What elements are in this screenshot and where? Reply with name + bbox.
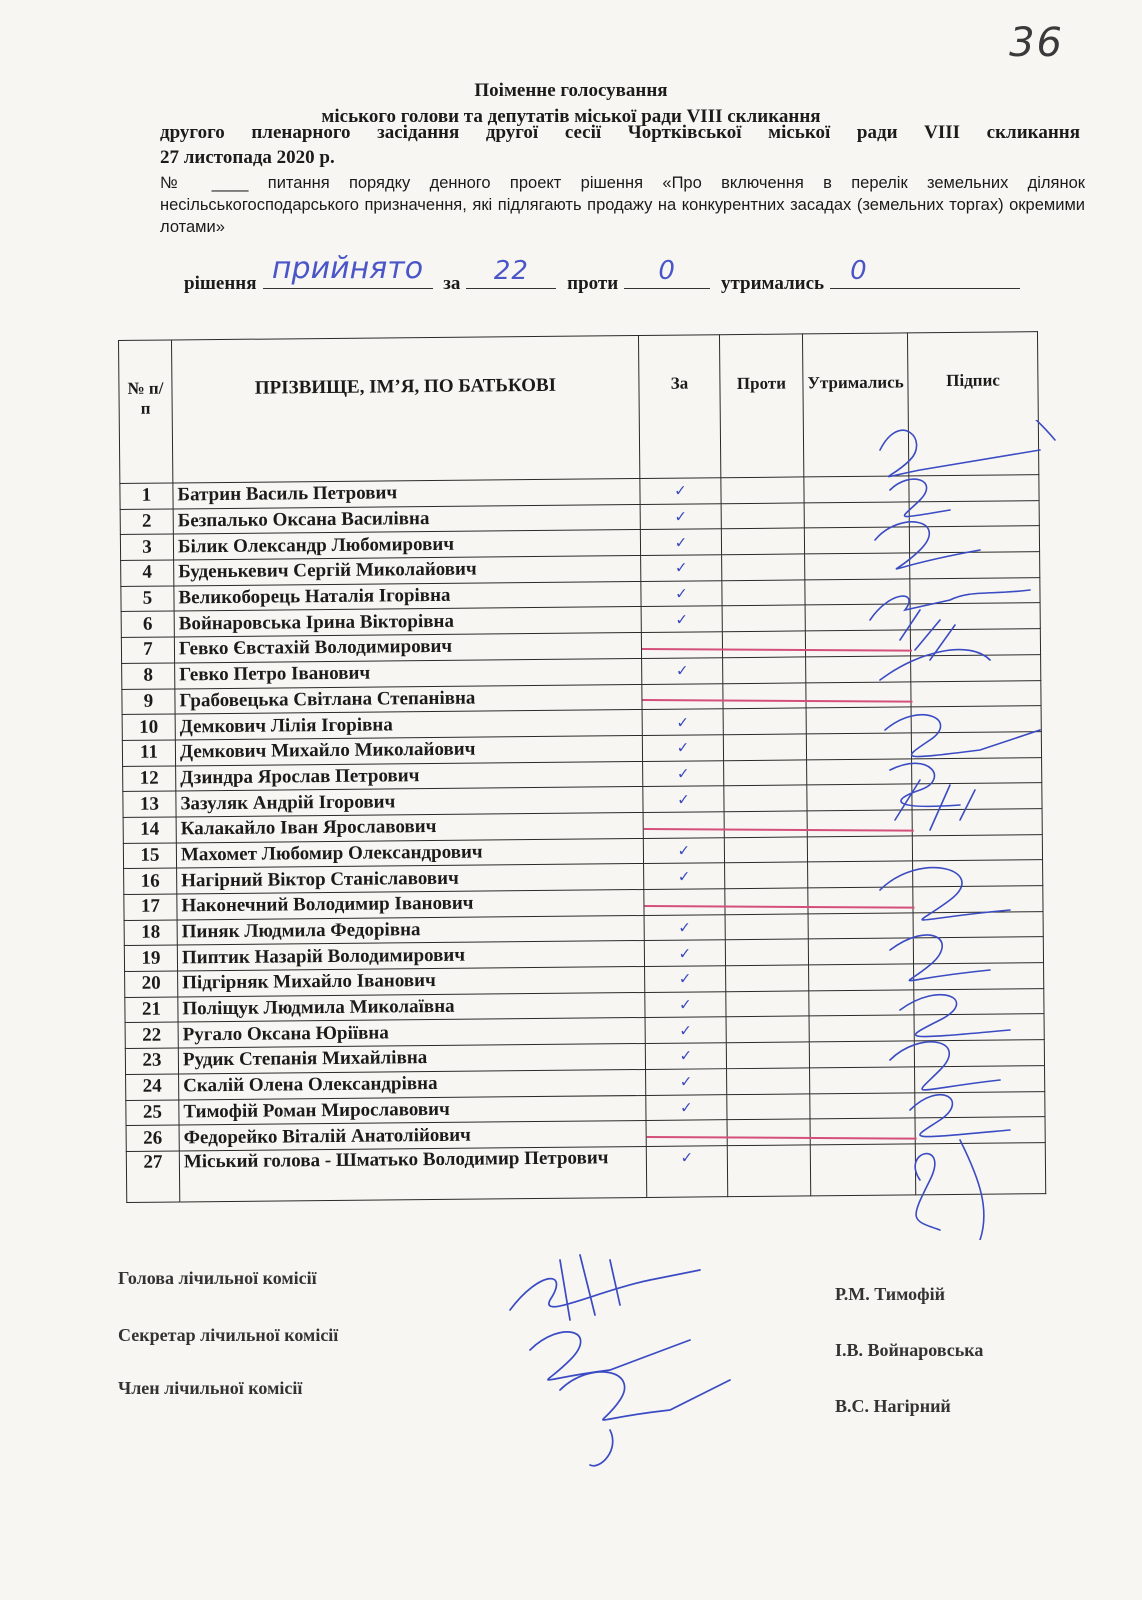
header-for: За: [638, 335, 720, 479]
vote-abstain-cell: [806, 707, 912, 734]
member-name: Скалій Олена Олександрівна: [179, 1069, 646, 1099]
member-name: Демкович Лілія Ігорівна: [175, 710, 642, 740]
member-name: Гевко Євстахій Володимирович: [174, 633, 641, 663]
member-name: Ругало Оксана Юріївна: [178, 1018, 645, 1048]
vote-against-cell: [727, 1119, 810, 1145]
vote-for-cell: [642, 709, 723, 735]
row-number: 20: [125, 971, 178, 997]
checkmark-icon: ✓: [677, 867, 691, 886]
vote-against-cell: [725, 914, 808, 940]
member-name: Тимофій Роман Мирославович: [179, 1095, 646, 1125]
header-name: ПРІЗВИЩЕ, ІМ’Я, ПО БАТЬКОВІ: [172, 336, 640, 483]
row-number: 15: [123, 843, 176, 869]
vote-against-cell: [725, 862, 808, 888]
checkmark-icon: ✓: [680, 1148, 694, 1167]
signature-cell: [912, 757, 1042, 784]
member-name: Безпалько Оксана Василівна: [173, 504, 640, 534]
signature-cell: [910, 603, 1040, 630]
table-header-row: [119, 332, 1039, 484]
signature-cell: [912, 732, 1042, 759]
checkmark-icon: ✓: [679, 1046, 693, 1066]
vote-against-cell: [721, 503, 804, 529]
vote-against-cell: [724, 759, 807, 785]
vote-against-cell: [727, 1145, 810, 1197]
secretary-label: Секретар лічильної комісії: [118, 1325, 339, 1345]
vote-abstain-cell: [810, 1067, 916, 1094]
signature-cell: [913, 911, 1043, 938]
vote-against-cell: [721, 528, 804, 554]
member-name: Гевко Петро Іванович: [175, 658, 642, 688]
member-name: Демкович Михайло Миколайович: [175, 735, 642, 765]
row-number: 11: [122, 740, 175, 766]
signature-cell: [916, 1143, 1046, 1195]
member-name: Буденькевич Сергій Миколайович: [174, 556, 641, 586]
vote-abstain-cell: [807, 784, 913, 811]
vote-for-cell: [645, 991, 726, 1017]
session-date: 27 листопада 2020 р.: [160, 147, 335, 168]
vote-against-cell: [725, 939, 808, 965]
row-number: 26: [126, 1125, 179, 1151]
member-name: Нагірний Віктор Станіславович: [177, 864, 644, 894]
signature-cell: [915, 1091, 1045, 1118]
checkmark-icon: ✓: [680, 1098, 693, 1117]
vote-abstain-cell: [810, 1092, 916, 1119]
vote-against-cell: [727, 1068, 810, 1094]
vote-for-cell: [646, 1146, 727, 1198]
signature-cell: [913, 860, 1043, 887]
checkmark-icon: ✓: [674, 533, 688, 552]
member-name: Пиптик Назарій Володимирович: [177, 941, 644, 971]
for-count-field: [466, 256, 556, 289]
vote-against-cell: [722, 554, 805, 580]
decision-label: рішення: [184, 273, 257, 294]
vote-abstain-cell: [810, 1144, 916, 1196]
member-name: Батрин Василь Петрович: [173, 478, 640, 508]
signature-cell: [914, 937, 1044, 964]
vote-against-cell: [723, 682, 806, 708]
vote-for-cell: [642, 683, 723, 709]
secretary-name: І.В. Войнаровська: [835, 1340, 984, 1360]
checkmark-icon: ✓: [678, 918, 692, 937]
row-number: 18: [124, 920, 177, 946]
signature-cell: [915, 1117, 1045, 1144]
checkmark-icon: ✓: [679, 995, 692, 1014]
for-count: 22: [493, 256, 529, 286]
vote-against-cell: [721, 477, 804, 503]
row-number: 24: [126, 1074, 179, 1100]
checkmark-icon: ✓: [676, 738, 690, 757]
vote-abstain-cell: [808, 938, 914, 965]
row-number: 7: [121, 637, 174, 663]
vote-abstain-cell: [804, 476, 910, 503]
row-number: 5: [121, 586, 174, 612]
vote-against-cell: [727, 1093, 810, 1119]
row-number: 21: [125, 997, 178, 1023]
signature-cell: [913, 834, 1043, 861]
member-name: Наконечний Володимир Іванович: [177, 889, 644, 919]
row-number: 6: [121, 611, 174, 637]
signature-cell: [911, 680, 1041, 707]
vote-for-cell: [641, 580, 722, 606]
row-number: 1: [120, 483, 173, 509]
vote-for-cell: [642, 735, 723, 761]
checkmark-icon: ✓: [675, 610, 689, 629]
header-against: Проти: [719, 334, 803, 478]
vote-abstain-cell: [809, 1041, 915, 1068]
decision-line: [178, 251, 1078, 295]
against-label: проти: [567, 273, 619, 294]
row-number: 23: [125, 1048, 178, 1074]
vote-for-cell: [644, 889, 725, 915]
checkmark-icon: ✓: [674, 558, 688, 578]
table-body: [120, 475, 1046, 1203]
vote-against-cell: [726, 1016, 809, 1042]
row-number: 2: [120, 509, 173, 535]
vote-for-cell: [646, 1069, 727, 1095]
signature-cell: [912, 809, 1042, 836]
checkmark-icon: ✓: [676, 713, 690, 732]
row-number: 25: [126, 1099, 179, 1125]
against-count: 0: [658, 256, 676, 286]
vote-for-cell: [642, 658, 723, 684]
vote-abstain-cell: [804, 502, 910, 529]
vote-against-cell: [723, 708, 806, 734]
row-number: 8: [122, 663, 175, 689]
row-number: 17: [124, 894, 177, 920]
vote-abstain-cell: [810, 1118, 916, 1145]
for-label: за: [443, 273, 461, 294]
row-number: 9: [122, 688, 175, 714]
vote-abstain-cell: [808, 887, 914, 914]
document-subtitle: міського голови та депутатів міської ради VIII скликання: [321, 106, 821, 127]
vote-for-cell: [640, 503, 721, 529]
member-name: Пиняк Людмила Федорівна: [177, 915, 644, 945]
row-number: 16: [124, 868, 177, 894]
checkmark-icon: ✓: [678, 944, 692, 963]
vote-for-cell: [644, 940, 725, 966]
checkmark-icon: ✓: [675, 661, 689, 680]
row-number: 22: [125, 1022, 178, 1048]
checkmark-icon: ✓: [679, 1072, 693, 1091]
vote-for-cell: [644, 914, 725, 940]
signature-cell: [914, 963, 1044, 990]
vote-against-cell: [726, 1042, 809, 1068]
vote-for-cell: [641, 555, 722, 581]
vote-against-cell: [724, 811, 807, 837]
vote-abstain-cell: [807, 836, 913, 863]
checkmark-icon: ✓: [677, 790, 690, 809]
vote-against-cell: [726, 965, 809, 991]
checkmark-icon: ✓: [677, 841, 691, 860]
vote-for-cell: [644, 863, 725, 889]
vote-abstain-cell: [804, 527, 910, 554]
document-title: Поіменне голосування: [474, 80, 668, 101]
member-name: Грабовецька Світлана Степанівна: [175, 684, 642, 714]
agenda-item-text: № ____ питання порядку денного проект рішення «Про включення в перелік земельних ділянок несільськогосподарського призначення, які підлягають продажу на конкурентних засадах (земельних торгах) окремими лотами»: [160, 174, 1085, 236]
member-name: Великоборець Наталія Ігорівна: [174, 581, 641, 611]
vote-abstain-cell: [805, 553, 911, 580]
vote-against-cell: [724, 837, 807, 863]
vote-against-cell: [722, 605, 805, 631]
member-name: Федорейко Віталій Анатолійович: [179, 1121, 646, 1151]
signature-cell: [912, 783, 1042, 810]
checkmark-icon: ✓: [674, 507, 688, 526]
vote-abstain-cell: [805, 579, 911, 606]
roll-call-table: [118, 331, 1046, 1203]
vote-against-cell: [722, 580, 805, 606]
vote-abstain-cell: [808, 913, 914, 940]
chair-label: Голова лічильної комісії: [118, 1268, 317, 1288]
checkmark-icon: ✓: [674, 481, 687, 501]
vote-abstain-cell: [807, 758, 913, 785]
checkmark-icon: ✓: [676, 764, 690, 783]
row-number: 14: [123, 817, 176, 843]
vote-against-cell: [724, 785, 807, 811]
header-signature: Підпис: [908, 332, 1039, 476]
row-number: 10: [122, 714, 175, 740]
member-name: Рудик Степанія Михайлівна: [178, 1044, 645, 1074]
member-name: Махомет Любомир Олександрович: [176, 838, 643, 868]
vote-for-cell: [640, 529, 721, 555]
member-name: Войнаровська Ірина Вікторівна: [174, 607, 641, 637]
vote-abstain-cell: [806, 733, 912, 760]
checkmark-icon: ✓: [679, 1021, 693, 1040]
vote-for-cell: [646, 1120, 727, 1146]
abstain-count: 0: [850, 256, 868, 286]
row-number: 27: [126, 1151, 179, 1203]
signature-cell: [910, 577, 1040, 604]
member-name: Підгірняк Михайло Іванович: [178, 967, 645, 997]
row-number: 13: [123, 791, 176, 817]
vote-for-cell: [640, 478, 721, 504]
against-count-field: [624, 256, 710, 289]
vote-for-cell: [645, 1017, 726, 1043]
vote-abstain-cell: [808, 861, 914, 888]
vote-abstain-cell: [809, 1015, 915, 1042]
vote-for-cell: [645, 1043, 726, 1069]
vote-abstain-cell: [805, 604, 911, 631]
row-number: 12: [123, 766, 176, 792]
signature-cell: [909, 500, 1039, 527]
signature-cell: [915, 1065, 1045, 1092]
abstain-label: утримались: [720, 273, 825, 294]
member-name: Калакайло Іван Ярославович: [176, 812, 643, 842]
vote-abstain-cell: [806, 656, 912, 683]
session-line: другого пленарного засідання другої сесії Чортківської міської ради VIII скликання: [160, 122, 1080, 143]
vote-against-cell: [722, 631, 805, 657]
table-row: [126, 1143, 1045, 1203]
member-name: Міський голова - Шматько Володимир Петрович: [179, 1146, 646, 1201]
page-number: 36: [1009, 20, 1064, 66]
vote-abstain-cell: [809, 990, 915, 1017]
row-number: 19: [124, 945, 177, 971]
chair-name: Р.М. Тимофій: [835, 1284, 946, 1304]
vote-against-cell: [723, 734, 806, 760]
decision-result: прийнято: [271, 251, 424, 286]
signature-cell: [911, 654, 1041, 681]
signature-cell: [913, 886, 1043, 913]
vote-for-cell: [641, 606, 722, 632]
vote-abstain-cell: [807, 810, 913, 837]
header-abstain: Утримались: [802, 333, 909, 477]
commission-signatures: [500, 1230, 740, 1470]
member-name: В.С. Нагірний: [835, 1396, 951, 1416]
signature-cell: [910, 526, 1040, 553]
row-number: 4: [121, 560, 174, 586]
vote-for-cell: [645, 966, 726, 992]
abstain-count-field: [830, 256, 1020, 289]
vote-against-cell: [726, 991, 809, 1017]
checkmark-icon: ✓: [675, 584, 688, 603]
vote-abstain-cell: [809, 964, 915, 991]
member-name: Поліщук Людмила Миколаївна: [178, 992, 645, 1022]
signature-cell: [910, 552, 1040, 579]
row-number: 3: [120, 534, 173, 560]
member-name: Зазуляк Андрій Ігорович: [176, 787, 643, 817]
member-label: Член лічильної комісії: [118, 1378, 303, 1398]
vote-for-cell: [643, 837, 724, 863]
vote-for-cell: [643, 812, 724, 838]
vote-for-cell: [646, 1094, 727, 1120]
signature-cell: [914, 988, 1044, 1015]
vote-for-cell: [641, 632, 722, 658]
header-num: № п/п: [119, 340, 173, 484]
signature-cell: [914, 1014, 1044, 1041]
vote-against-cell: [723, 657, 806, 683]
vote-for-cell: [643, 760, 724, 786]
checkmark-icon: ✓: [678, 969, 692, 989]
signature-cell: [911, 706, 1041, 733]
vote-against-cell: [725, 888, 808, 914]
vote-abstain-cell: [806, 681, 912, 708]
member-name: Білик Олександр Любомирович: [173, 530, 640, 560]
signature-cell: [909, 475, 1039, 502]
signature-cell: [915, 1040, 1045, 1067]
signature-cell: [911, 629, 1041, 656]
vote-abstain-cell: [805, 630, 911, 657]
member-name: Дзиндра Ярослав Петрович: [176, 761, 643, 791]
vote-for-cell: [643, 786, 724, 812]
decision-result-field: [263, 251, 433, 289]
